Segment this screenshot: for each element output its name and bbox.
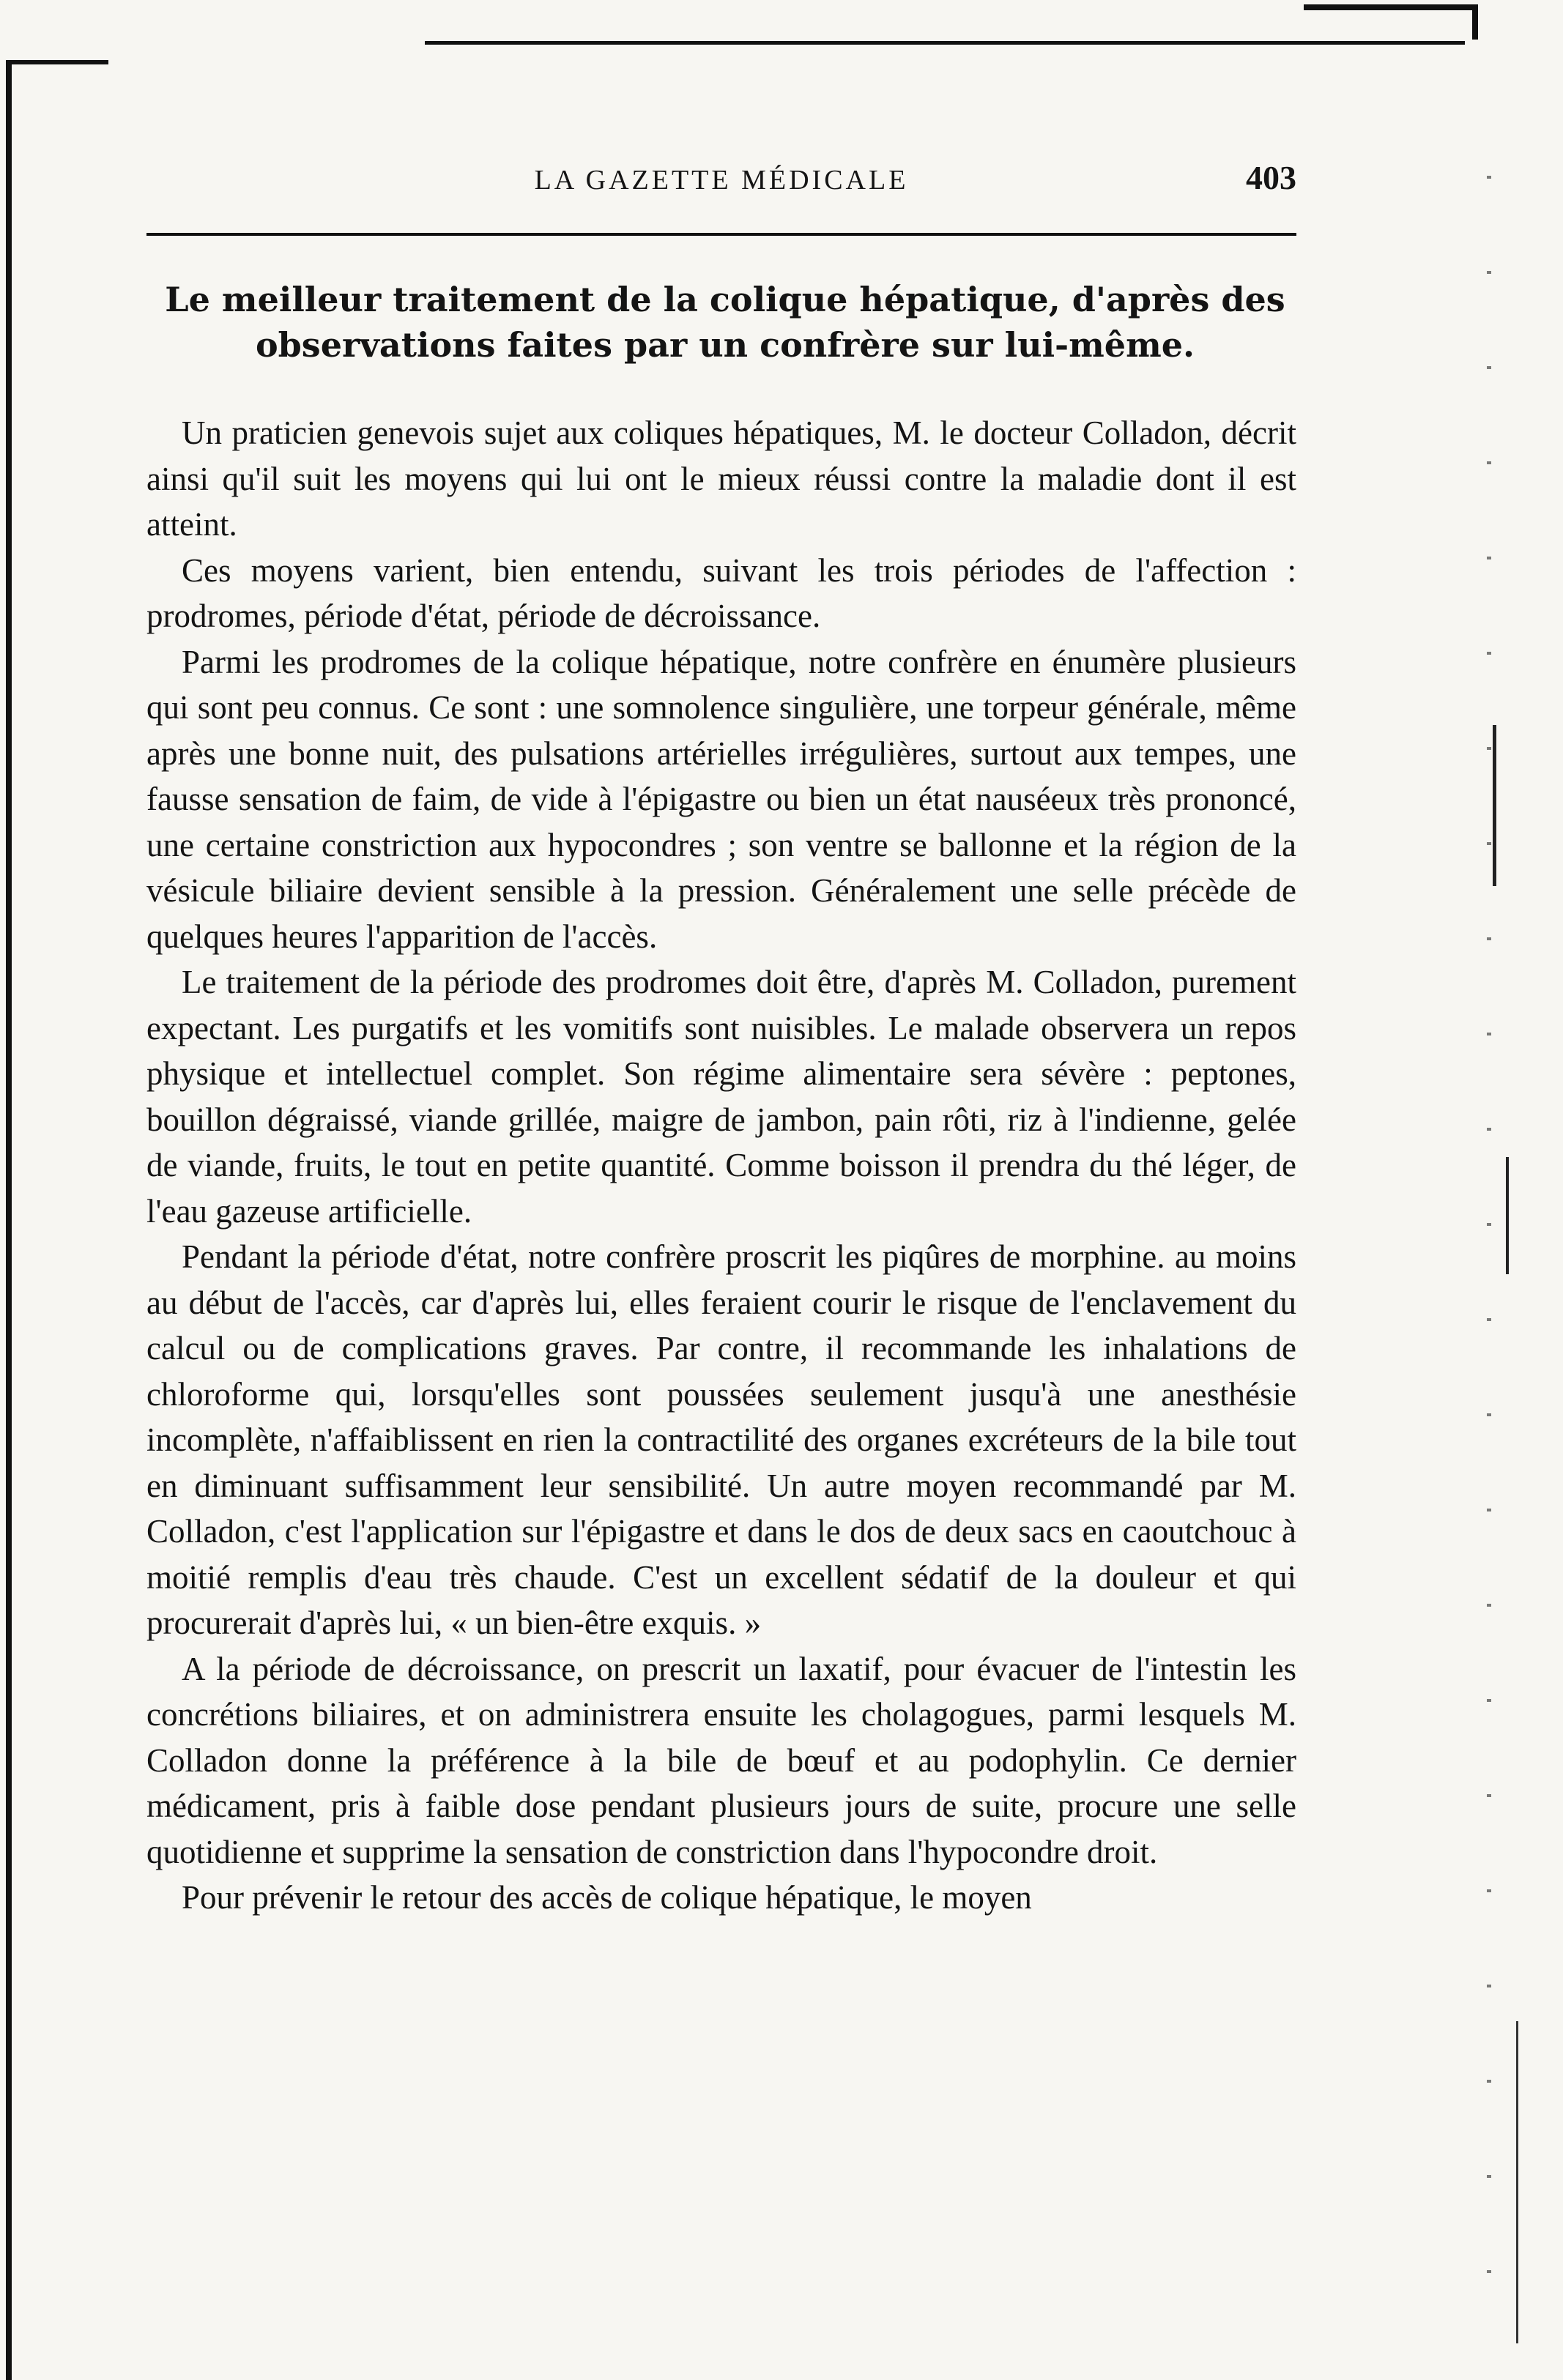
running-header: [146, 155, 1296, 207]
scan-edge-corner: [1304, 4, 1478, 40]
paragraph: Un praticien genevois sujet aux coliques hépatiques, M. le docteur Colladon, décrit ainsi qu'il suit les moyens qui lui ont le mieux réussi contre la maladie dont il est atteint.: [146, 414, 1296, 543]
paragraph: Parmi les prodromes de la colique hépatique, notre confrère en énumère plusieurs qui sont peu connus. Ce sont : une somnolence singulière, une torpeur générale, même après une bonne nuit, des pulsations artérielles irrégulières, surtout aux tempes, une fausse sensation de faim, de vide à l'épigastre ou bien un état nauséeux très prononcé, une certaine constriction aux hypocondres ; son ventre se ballonne et la région de la vésicule biliaire devient sensible à la pression. Généralement une selle précède de quelques heures l'apparition de l'accès.: [146, 643, 1296, 955]
scan-edge-top: [425, 41, 1465, 45]
paragraph: A la période de décroissance, on prescrit un laxatif, pour évacuer de l'intestin les concrétions biliaires, et on administrera ensuite les cholagogues, parmi lesquels M. Colladon donne la préférence à la bile de bœuf et au podophylin. Ce dernier médicament, pris à faible dose pendant plusieurs jours de suite, procure une selle quotidienne et supprime la sensation de constriction dans l'hypocondre droit.: [146, 1650, 1296, 1870]
journal-title: LA GAZETTE MÉDICALE: [534, 165, 909, 196]
article-heading: Le meilleur traitement de la colique hépatique, d'après des observations faites par un confrère sur lui-même.: [165, 280, 1285, 365]
scan-mark-right: [1516, 2021, 1518, 2343]
paragraph: Ces moyens varient, bien entendu, suivant les trois périodes de l'affection : prodromes, période d'état, période de décroissance.: [146, 551, 1296, 634]
paragraph: Pour prévenir le retour des accès de colique hépatique, le moyen: [182, 1879, 1032, 1916]
paragraph: Le traitement de la période des prodromes doit être, d'après M. Colladon, purement expectant. Les purgatifs et les vomitifs sont nuisibles. Le malade observera un repos physique et intellectuel complet. Son régime alimentaire sera sévère : peptones, bouillon dégraissé, viande grillée, maigre de jambon, pain rôti, riz à l'indienne, gelée de viande, fruits, le tout en petite quantité. Comme boisson il prendra du thé léger, de l'eau gazeuse artificielle.: [146, 964, 1296, 1230]
scan-mark-right: [1506, 1157, 1509, 1274]
scan-mark-right: [1493, 725, 1496, 886]
scan-edge-left-top: [6, 60, 108, 64]
scan-specks-right: [1458, 146, 1545, 2343]
page-number: 403: [1246, 159, 1296, 196]
scan-edge-left: [6, 60, 12, 2380]
article-body: [146, 410, 1296, 1921]
paragraph: Pendant la période d'état, notre confrère proscrit les piqûres de morphine. au moins au début de l'accès, car d'après lui, elles feraient courir le risque de l'enclavement du calcul ou de complications graves. Par contre, il recommande les inhalations de chloroforme qui, lorsqu'elles sont poussées seulement jusqu'à une anesthésie incomplète, n'affaiblissent en rien la contractilité des organes excréteurs de la bile tout en diminuant suffisamment leur sensibilité. Un autre moyen recommandé par M. Colladon, c'est l'application sur l'épigastre et dans le dos de deux sacs en caoutchouc à moitié remplis d'eau très chaude. C'est un excellent sédatif de la douleur et qui procurerait d'après lui, « un bien-être exquis. »: [146, 1238, 1296, 1641]
header-rule: [146, 233, 1296, 236]
